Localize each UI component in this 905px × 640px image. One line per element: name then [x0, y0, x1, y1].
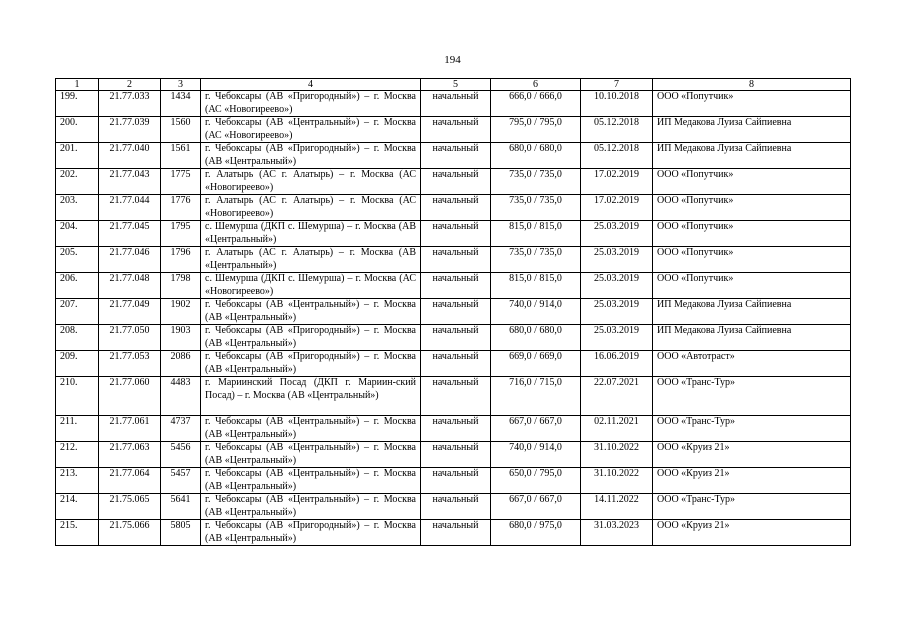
registry-number-cell: 5641 [161, 494, 201, 520]
carrier-cell: ИП Медакова Луиза Сайпиевна [653, 325, 851, 351]
registry-number-cell: 1903 [161, 325, 201, 351]
date-cell: 25.03.2019 [581, 221, 653, 247]
route-name-cell: г. Чебоксары (АВ «Центральный») – г. Москва (АВ «Центральный») [201, 299, 421, 325]
stop-type-cell: начальный [421, 416, 491, 442]
stop-type-cell: начальный [421, 273, 491, 299]
distance-cell: 680,0 / 680,0 [491, 325, 581, 351]
stop-type-cell: начальный [421, 520, 491, 546]
route-name-cell: г. Чебоксары (АВ «Центральный») – г. Москва (АВ «Центральный») [201, 416, 421, 442]
row-number-cell: 207. [56, 299, 99, 325]
column-header: 4 [201, 79, 421, 91]
carrier-cell: ИП Медакова Луиза Сайпиевна [653, 299, 851, 325]
registry-number-cell: 1798 [161, 273, 201, 299]
distance-cell: 667,0 / 667,0 [491, 494, 581, 520]
column-header: 3 [161, 79, 201, 91]
stop-type-cell: начальный [421, 221, 491, 247]
registry-number-cell: 1796 [161, 247, 201, 273]
registry-number-cell: 4483 [161, 377, 201, 416]
date-cell: 16.06.2019 [581, 351, 653, 377]
route-code-cell: 21.77.063 [99, 442, 161, 468]
route-code-cell: 21.77.049 [99, 299, 161, 325]
stop-type-cell: начальный [421, 299, 491, 325]
route-name-cell: г. Чебоксары (АВ «Центральный») – г. Москва (АВ «Центральный») [201, 468, 421, 494]
table-row [56, 325, 851, 351]
stop-type-cell: начальный [421, 143, 491, 169]
column-header: 7 [581, 79, 653, 91]
registry-number-cell: 1560 [161, 117, 201, 143]
table-row [56, 299, 851, 325]
column-header: 6 [491, 79, 581, 91]
row-number-cell: 211. [56, 416, 99, 442]
distance-cell: 740,0 / 914,0 [491, 442, 581, 468]
date-cell: 14.11.2022 [581, 494, 653, 520]
route-code-cell: 21.77.048 [99, 273, 161, 299]
table-row [56, 377, 851, 416]
route-name-cell: г. Чебоксары (АВ «Пригородный») – г. Москва (АС «Новогиреево») [201, 91, 421, 117]
table-row [56, 520, 851, 546]
carrier-cell: ООО «Круиз 21» [653, 442, 851, 468]
route-name-cell: г. Чебоксары (АВ «Пригородный») – г. Москва (АВ «Центральный») [201, 520, 421, 546]
carrier-cell: ООО «Транс-Тур» [653, 377, 851, 416]
route-code-cell: 21.77.061 [99, 416, 161, 442]
route-code-cell: 21.77.044 [99, 195, 161, 221]
route-code-cell: 21.75.065 [99, 494, 161, 520]
distance-cell: 795,0 / 795,0 [491, 117, 581, 143]
carrier-cell: ИП Медакова Луиза Сайпиевна [653, 117, 851, 143]
row-number-cell: 206. [56, 273, 99, 299]
carrier-cell: ООО «Попутчик» [653, 221, 851, 247]
distance-cell: 735,0 / 735,0 [491, 195, 581, 221]
routes-register-table [55, 78, 851, 546]
route-code-cell: 21.77.040 [99, 143, 161, 169]
stop-type-cell: начальный [421, 351, 491, 377]
distance-cell: 669,0 / 669,0 [491, 351, 581, 377]
distance-cell: 650,0 / 795,0 [491, 468, 581, 494]
row-number-cell: 203. [56, 195, 99, 221]
route-code-cell: 21.77.050 [99, 325, 161, 351]
column-header: 1 [56, 79, 99, 91]
table-row [56, 494, 851, 520]
carrier-cell: ООО «Попутчик» [653, 247, 851, 273]
route-code-cell: 21.77.064 [99, 468, 161, 494]
route-code-cell: 21.77.039 [99, 117, 161, 143]
route-code-cell: 21.77.046 [99, 247, 161, 273]
route-name-cell: г. Чебоксары (АВ «Пригородный») – г. Москва (АВ «Центральный») [201, 325, 421, 351]
route-name-cell: г. Чебоксары (АВ «Центральный») – г. Москва (АВ «Центральный») [201, 442, 421, 468]
route-code-cell: 21.77.060 [99, 377, 161, 416]
row-number-cell: 209. [56, 351, 99, 377]
row-number-cell: 214. [56, 494, 99, 520]
distance-cell: 815,0 / 815,0 [491, 221, 581, 247]
row-number-cell: 201. [56, 143, 99, 169]
route-name-cell: г. Чебоксары (АВ «Центральный») – г. Москва (АС «Новогиреево») [201, 117, 421, 143]
route-name-cell: с. Шемурша (ДКП с. Шемурша) – г. Москва (АС «Новогиреево») [201, 273, 421, 299]
row-number-cell: 215. [56, 520, 99, 546]
distance-cell: 740,0 / 914,0 [491, 299, 581, 325]
carrier-cell: ООО «Попутчик» [653, 195, 851, 221]
table-row [56, 416, 851, 442]
row-number-cell: 210. [56, 377, 99, 416]
date-cell: 05.12.2018 [581, 143, 653, 169]
registry-number-cell: 5805 [161, 520, 201, 546]
date-cell: 17.02.2019 [581, 195, 653, 221]
carrier-cell: ООО «Попутчик» [653, 273, 851, 299]
table-row [56, 273, 851, 299]
table-row [56, 91, 851, 117]
carrier-cell: ООО «Транс-Тур» [653, 494, 851, 520]
row-number-cell: 205. [56, 247, 99, 273]
date-cell: 25.03.2019 [581, 247, 653, 273]
route-name-cell: г. Мариинский Посад (ДКП г. Мариин-ский Посад) – г. Москва (АВ «Центральный») [201, 377, 421, 416]
registry-number-cell: 4737 [161, 416, 201, 442]
distance-cell: 667,0 / 667,0 [491, 416, 581, 442]
carrier-cell: ИП Медакова Луиза Сайпиевна [653, 143, 851, 169]
distance-cell: 716,0 / 715,0 [491, 377, 581, 416]
stop-type-cell: начальный [421, 195, 491, 221]
registry-number-cell: 5456 [161, 442, 201, 468]
carrier-cell: ООО «Круиз 21» [653, 468, 851, 494]
row-number-cell: 199. [56, 91, 99, 117]
registry-number-cell: 1795 [161, 221, 201, 247]
stop-type-cell: начальный [421, 117, 491, 143]
route-code-cell: 21.77.043 [99, 169, 161, 195]
stop-type-cell: начальный [421, 169, 491, 195]
route-code-cell: 21.77.045 [99, 221, 161, 247]
stop-type-cell: начальный [421, 91, 491, 117]
date-cell: 10.10.2018 [581, 91, 653, 117]
route-name-cell: г. Чебоксары (АВ «Центральный») – г. Москва (АВ «Центральный») [201, 494, 421, 520]
table-row [56, 117, 851, 143]
date-cell: 25.03.2019 [581, 325, 653, 351]
carrier-cell: ООО «Транс-Тур» [653, 416, 851, 442]
stop-type-cell: начальный [421, 325, 491, 351]
column-header: 5 [421, 79, 491, 91]
carrier-cell: ООО «Попутчик» [653, 169, 851, 195]
row-number-cell: 213. [56, 468, 99, 494]
registry-number-cell: 2086 [161, 351, 201, 377]
stop-type-cell: начальный [421, 494, 491, 520]
stop-type-cell: начальный [421, 377, 491, 416]
table-row [56, 468, 851, 494]
carrier-cell: ООО «Круиз 21» [653, 520, 851, 546]
table-header-row [56, 79, 851, 91]
registry-number-cell: 5457 [161, 468, 201, 494]
stop-type-cell: начальный [421, 247, 491, 273]
distance-cell: 680,0 / 975,0 [491, 520, 581, 546]
row-number-cell: 202. [56, 169, 99, 195]
table-row [56, 195, 851, 221]
registry-number-cell: 1561 [161, 143, 201, 169]
distance-cell: 815,0 / 815,0 [491, 273, 581, 299]
row-number-cell: 212. [56, 442, 99, 468]
route-code-cell: 21.77.033 [99, 91, 161, 117]
column-header: 2 [99, 79, 161, 91]
date-cell: 22.07.2021 [581, 377, 653, 416]
date-cell: 31.03.2023 [581, 520, 653, 546]
route-code-cell: 21.77.053 [99, 351, 161, 377]
table-row [56, 442, 851, 468]
route-name-cell: г. Алатырь (АС г. Алатырь) – г. Москва (АС «Новогиреево») [201, 195, 421, 221]
carrier-cell: ООО «Попутчик» [653, 91, 851, 117]
route-code-cell: 21.75.066 [99, 520, 161, 546]
distance-cell: 735,0 / 735,0 [491, 247, 581, 273]
route-name-cell: с. Шемурша (ДКП с. Шемурша) – г. Москва (АВ «Центральный») [201, 221, 421, 247]
column-header: 8 [653, 79, 851, 91]
route-name-cell: г. Чебоксары (АВ «Пригородный») – г. Москва (АВ «Центральный») [201, 143, 421, 169]
distance-cell: 680,0 / 680,0 [491, 143, 581, 169]
table-row [56, 351, 851, 377]
row-number-cell: 208. [56, 325, 99, 351]
page-number: 194 [444, 54, 461, 66]
date-cell: 05.12.2018 [581, 117, 653, 143]
carrier-cell: ООО «Автотраст» [653, 351, 851, 377]
date-cell: 31.10.2022 [581, 468, 653, 494]
distance-cell: 735,0 / 735,0 [491, 169, 581, 195]
route-name-cell: г. Алатырь (АС г. Алатырь) – г. Москва (АВ «Центральный») [201, 247, 421, 273]
route-name-cell: г. Чебоксары (АВ «Пригородный») – г. Москва (АВ «Центральный») [201, 351, 421, 377]
registry-number-cell: 1775 [161, 169, 201, 195]
date-cell: 25.03.2019 [581, 299, 653, 325]
table-row [56, 143, 851, 169]
row-number-cell: 200. [56, 117, 99, 143]
table-row [56, 247, 851, 273]
table-row [56, 221, 851, 247]
date-cell: 02.11.2021 [581, 416, 653, 442]
date-cell: 17.02.2019 [581, 169, 653, 195]
stop-type-cell: начальный [421, 442, 491, 468]
date-cell: 25.03.2019 [581, 273, 653, 299]
row-number-cell: 204. [56, 221, 99, 247]
registry-number-cell: 1776 [161, 195, 201, 221]
stop-type-cell: начальный [421, 468, 491, 494]
registry-number-cell: 1434 [161, 91, 201, 117]
table-row [56, 169, 851, 195]
date-cell: 31.10.2022 [581, 442, 653, 468]
route-name-cell: г. Алатырь (АС г. Алатырь) – г. Москва (АС «Новогиреево») [201, 169, 421, 195]
distance-cell: 666,0 / 666,0 [491, 91, 581, 117]
registry-number-cell: 1902 [161, 299, 201, 325]
